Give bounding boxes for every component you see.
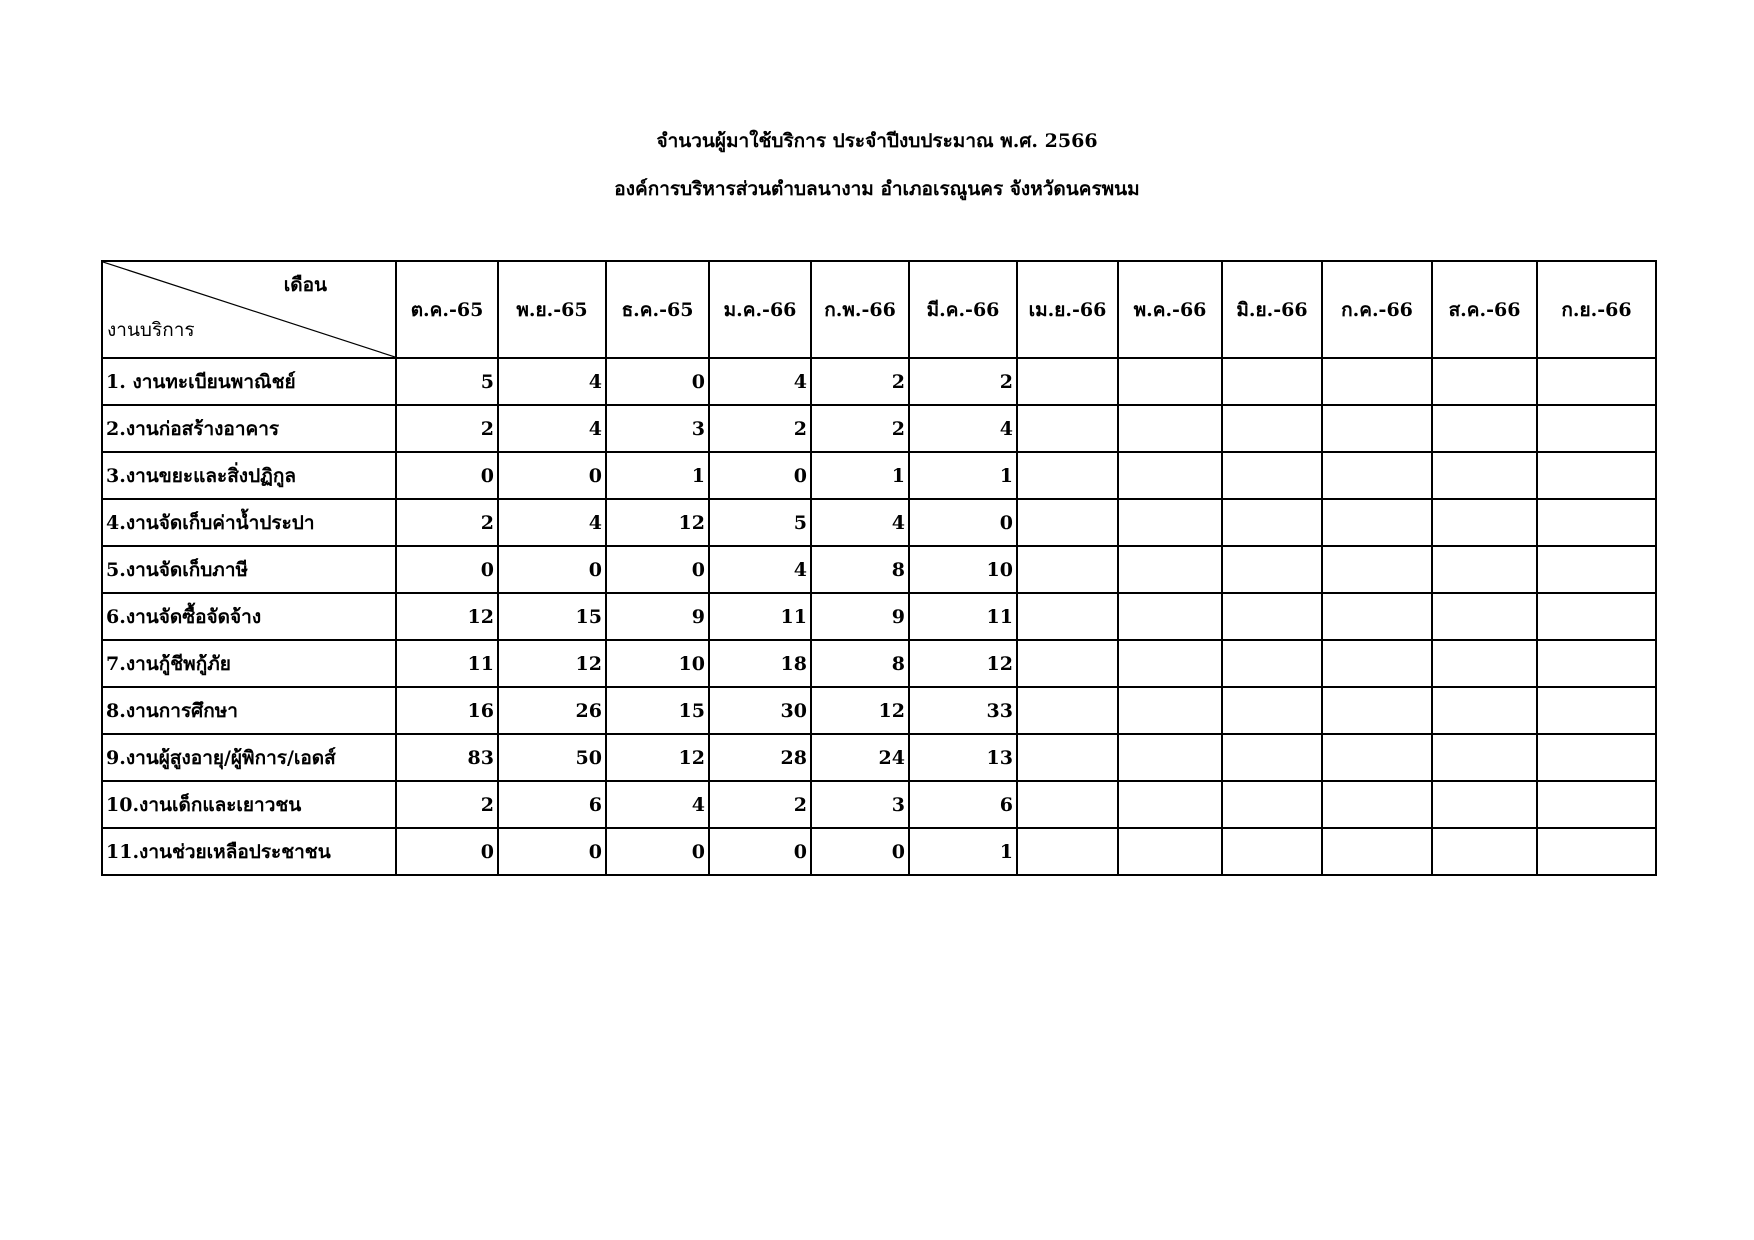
- count-cell: [1537, 734, 1656, 781]
- service-name-cell: 4.งานจัดเก็บค่าน้ำประปา: [102, 499, 396, 546]
- count-cell: [1322, 452, 1432, 499]
- count-cell: 4: [709, 546, 811, 593]
- count-cell: [1222, 452, 1322, 499]
- count-cell: [1017, 734, 1118, 781]
- count-cell: 3: [606, 405, 709, 452]
- count-cell: [1222, 358, 1322, 405]
- count-cell: 12: [606, 734, 709, 781]
- count-cell: [1432, 593, 1537, 640]
- count-cell: [1537, 358, 1656, 405]
- count-cell: [1118, 640, 1222, 687]
- count-cell: 0: [709, 452, 811, 499]
- count-cell: 12: [606, 499, 709, 546]
- month-header: ม.ค.-66: [709, 261, 811, 358]
- count-cell: 4: [909, 405, 1017, 452]
- count-cell: [1432, 781, 1537, 828]
- count-cell: 6: [909, 781, 1017, 828]
- count-cell: 12: [811, 687, 909, 734]
- count-cell: 2: [396, 781, 498, 828]
- month-header: มี.ค.-66: [909, 261, 1017, 358]
- count-cell: [1017, 687, 1118, 734]
- count-cell: 0: [606, 358, 709, 405]
- count-cell: [1322, 358, 1432, 405]
- count-cell: 0: [498, 828, 606, 875]
- count-cell: 12: [498, 640, 606, 687]
- service-name-cell: 7.งานกู้ชีพกู้ภัย: [102, 640, 396, 687]
- corner-header-cell: [102, 261, 396, 358]
- table-row: [102, 593, 1656, 640]
- table-row: [102, 499, 1656, 546]
- count-cell: [1118, 546, 1222, 593]
- count-cell: 11: [396, 640, 498, 687]
- count-cell: [1322, 593, 1432, 640]
- count-cell: 8: [811, 640, 909, 687]
- count-cell: [1118, 828, 1222, 875]
- count-cell: 6: [498, 781, 606, 828]
- service-name-cell: 6.งานจัดซื้อจัดจ้าง: [102, 593, 396, 640]
- report-subtitle: องค์การบริหารส่วนตำบลนางาม อำเภอเรณูนคร จังหวัดนครพนม: [614, 178, 1140, 200]
- count-cell: 0: [396, 828, 498, 875]
- count-cell: [1322, 687, 1432, 734]
- service-name-cell: 8.งานการศึกษา: [102, 687, 396, 734]
- table-row: [102, 405, 1656, 452]
- count-cell: [1017, 828, 1118, 875]
- count-cell: [1537, 499, 1656, 546]
- count-cell: [1118, 405, 1222, 452]
- count-cell: 5: [396, 358, 498, 405]
- count-cell: 28: [709, 734, 811, 781]
- count-cell: 0: [909, 499, 1017, 546]
- count-cell: [1432, 687, 1537, 734]
- count-cell: 1: [811, 452, 909, 499]
- count-cell: 2: [396, 499, 498, 546]
- count-cell: [1222, 499, 1322, 546]
- count-cell: 4: [606, 781, 709, 828]
- count-cell: [1118, 499, 1222, 546]
- count-cell: [1432, 499, 1537, 546]
- table-header-row: [102, 261, 1656, 358]
- count-cell: [1537, 593, 1656, 640]
- count-cell: 13: [909, 734, 1017, 781]
- count-cell: 50: [498, 734, 606, 781]
- count-cell: [1118, 358, 1222, 405]
- count-cell: [1537, 640, 1656, 687]
- count-cell: 83: [396, 734, 498, 781]
- count-cell: [1432, 452, 1537, 499]
- service-name-cell: 3.งานขยะและสิ่งปฏิกูล: [102, 452, 396, 499]
- month-header: ก.ย.-66: [1537, 261, 1656, 358]
- count-cell: [1537, 405, 1656, 452]
- table-row: [102, 640, 1656, 687]
- table-row: [102, 781, 1656, 828]
- count-cell: 10: [909, 546, 1017, 593]
- count-cell: [1222, 546, 1322, 593]
- count-cell: [1537, 452, 1656, 499]
- count-cell: [1017, 781, 1118, 828]
- count-cell: 2: [396, 405, 498, 452]
- count-cell: [1432, 546, 1537, 593]
- month-header: ธ.ค.-65: [606, 261, 709, 358]
- table-row: [102, 687, 1656, 734]
- service-statistics-table: [101, 260, 1657, 876]
- service-name-cell: 1. งานทะเบียนพาณิชย์: [102, 358, 396, 405]
- month-header: มิ.ย.-66: [1222, 261, 1322, 358]
- count-cell: 0: [606, 828, 709, 875]
- count-cell: [1222, 640, 1322, 687]
- count-cell: [1322, 640, 1432, 687]
- count-cell: [1222, 828, 1322, 875]
- count-cell: 33: [909, 687, 1017, 734]
- count-cell: 4: [498, 499, 606, 546]
- table-row: [102, 358, 1656, 405]
- count-cell: 12: [909, 640, 1017, 687]
- count-cell: 9: [811, 593, 909, 640]
- count-cell: [1222, 687, 1322, 734]
- count-cell: [1017, 499, 1118, 546]
- count-cell: [1017, 358, 1118, 405]
- count-cell: 0: [396, 452, 498, 499]
- count-cell: 4: [498, 405, 606, 452]
- count-cell: 2: [811, 405, 909, 452]
- count-cell: 0: [498, 546, 606, 593]
- count-cell: [1118, 593, 1222, 640]
- service-name-cell: 10.งานเด็กและเยาวชน: [102, 781, 396, 828]
- count-cell: 30: [709, 687, 811, 734]
- count-cell: [1322, 828, 1432, 875]
- count-cell: [1118, 687, 1222, 734]
- count-cell: 12: [396, 593, 498, 640]
- count-cell: 15: [606, 687, 709, 734]
- count-cell: 26: [498, 687, 606, 734]
- count-cell: [1322, 499, 1432, 546]
- count-cell: [1322, 546, 1432, 593]
- month-header: พ.ย.-65: [498, 261, 606, 358]
- count-cell: [1118, 734, 1222, 781]
- service-name-cell: 2.งานก่อสร้างอาคาร: [102, 405, 396, 452]
- count-cell: [1432, 828, 1537, 875]
- count-cell: [1322, 734, 1432, 781]
- count-cell: [1322, 405, 1432, 452]
- report-title: จำนวนผู้มาใช้บริการ ประจำปีงบประมาณ พ.ศ. 2566: [656, 130, 1098, 152]
- count-cell: [1537, 546, 1656, 593]
- count-cell: [1432, 640, 1537, 687]
- count-cell: 4: [811, 499, 909, 546]
- count-cell: [1432, 405, 1537, 452]
- month-header: ต.ค.-65: [396, 261, 498, 358]
- count-cell: 0: [396, 546, 498, 593]
- count-cell: [1222, 734, 1322, 781]
- table-row: [102, 828, 1656, 875]
- count-cell: 11: [709, 593, 811, 640]
- service-name-cell: 9.งานผู้สูงอายุ/ผู้พิการ/เอดส์: [102, 734, 396, 781]
- count-cell: 2: [709, 405, 811, 452]
- count-cell: [1537, 781, 1656, 828]
- count-cell: 0: [811, 828, 909, 875]
- service-name-cell: 11.งานช่วยเหลือประชาชน: [102, 828, 396, 875]
- count-cell: 2: [909, 358, 1017, 405]
- service-axis-label: งานบริการ: [107, 319, 195, 341]
- count-cell: [1017, 546, 1118, 593]
- count-cell: 9: [606, 593, 709, 640]
- month-header: ก.ค.-66: [1322, 261, 1432, 358]
- count-cell: 1: [909, 452, 1017, 499]
- count-cell: 3: [811, 781, 909, 828]
- count-cell: 2: [811, 358, 909, 405]
- count-cell: [1222, 781, 1322, 828]
- count-cell: [1118, 452, 1222, 499]
- table-row: [102, 452, 1656, 499]
- count-cell: 2: [709, 781, 811, 828]
- count-cell: [1118, 781, 1222, 828]
- month-header: ส.ค.-66: [1432, 261, 1537, 358]
- count-cell: 1: [909, 828, 1017, 875]
- count-cell: [1017, 593, 1118, 640]
- count-cell: [1537, 687, 1656, 734]
- count-cell: [1432, 358, 1537, 405]
- count-cell: 1: [606, 452, 709, 499]
- count-cell: 15: [498, 593, 606, 640]
- month-header: พ.ค.-66: [1118, 261, 1222, 358]
- count-cell: 16: [396, 687, 498, 734]
- count-cell: 11: [909, 593, 1017, 640]
- count-cell: [1537, 828, 1656, 875]
- count-cell: [1432, 734, 1537, 781]
- count-cell: 0: [498, 452, 606, 499]
- count-cell: [1017, 452, 1118, 499]
- count-cell: 0: [606, 546, 709, 593]
- count-cell: [1322, 781, 1432, 828]
- count-cell: 8: [811, 546, 909, 593]
- table-row: [102, 546, 1656, 593]
- count-cell: 4: [498, 358, 606, 405]
- count-cell: [1017, 405, 1118, 452]
- count-cell: 0: [709, 828, 811, 875]
- count-cell: [1017, 640, 1118, 687]
- count-cell: 4: [709, 358, 811, 405]
- month-header: ก.พ.-66: [811, 261, 909, 358]
- table-row: [102, 734, 1656, 781]
- service-name-cell: 5.งานจัดเก็บภาษี: [102, 546, 396, 593]
- count-cell: [1222, 593, 1322, 640]
- month-axis-label: เดือน: [283, 274, 327, 296]
- count-cell: 18: [709, 640, 811, 687]
- month-header: เม.ย.-66: [1017, 261, 1118, 358]
- count-cell: 24: [811, 734, 909, 781]
- count-cell: [1222, 405, 1322, 452]
- count-cell: 10: [606, 640, 709, 687]
- count-cell: 5: [709, 499, 811, 546]
